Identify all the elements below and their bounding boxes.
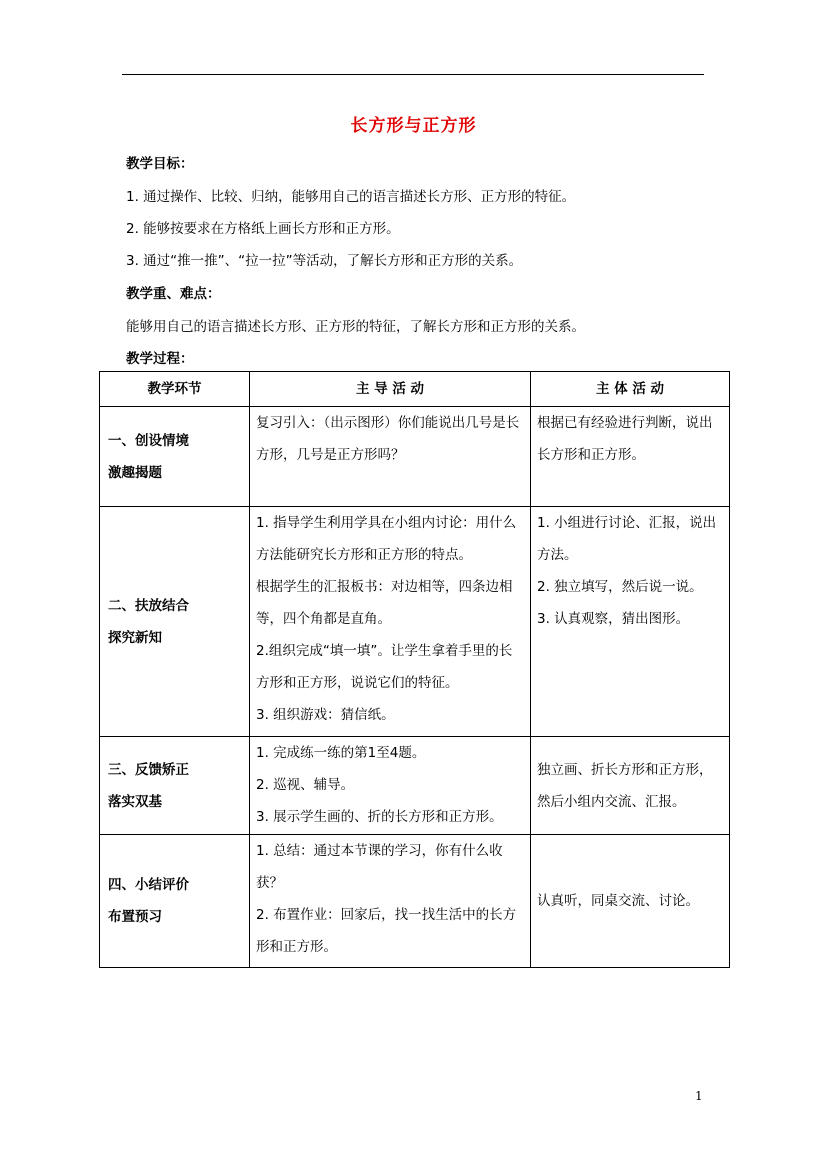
stage-line: 三、反馈矫正 [108,761,189,778]
page-number: 1 [695,1089,703,1103]
stage-line: 激趣揭题 [108,464,162,481]
lead-activity-text: 根据学生的汇报板书：对边相等，四条边相等，四个角都是直角。 [256,579,513,627]
stage-cell [100,507,250,737]
student-activity-text: 独立画、折长方形和正方形，然后小组内交流、汇报。 [537,761,713,810]
objective-item: 2. 能够按要求在方格纸上画长方形和正方形。 [126,221,400,237]
student-activity-cell [531,407,730,507]
column-header: 主 导 活 动 [250,372,531,407]
lead-activity-cell [250,737,531,835]
student-activity-text: 根据已有经验进行判断，说出长方形和正方形。 [537,415,713,463]
stage-line: 一、创设情境 [108,432,189,449]
lead-activity-text: 3. 组织游戏：猜信纸。 [256,707,395,723]
table-row [100,737,730,835]
lead-activity-text: 2. 巡视、辅导。 [256,777,355,793]
lead-activity-cell [250,835,531,968]
objective-item: 1. 通过操作、比较、归纳，能够用自己的语言描述长方形、正方形的特征。 [126,189,576,205]
lead-activity-cell [250,507,531,737]
student-activity-cell [531,835,730,968]
student-activity-text: 3. 认真观察，猜出图形。 [537,611,690,627]
lead-activity-text: 1. 指导学生利用学具在小组内讨论：用什么方法能研究长方形和正方形的特点。 [256,515,517,563]
stage-line: 探究新知 [108,629,162,646]
stage-cell [100,835,250,968]
student-activity-text: 1. 小组进行讨论、汇报，说出方法。 [537,515,717,563]
student-activity-cell [531,507,730,737]
stage-cell [100,737,250,835]
student-activity-text: 2. 独立填写，然后说一说。 [537,579,703,595]
key-points-text: 能够用自己的语言描述长方形、正方形的特征，了解长方形和正方形的关系。 [126,319,585,335]
table-row [100,835,730,968]
lead-activity-text: 2.组织完成“填一填”。让学生拿着手里的长方形和正方形，说说它们的特征。 [256,643,513,691]
column-header: 教学环节 [100,372,250,407]
stage-line: 布置预习 [108,909,162,925]
lead-activity-text: 1. 完成练一练的第1至4题。 [256,745,426,761]
process-heading: 教学过程： [126,351,194,367]
column-header: 主 体 活 动 [531,372,730,407]
lead-activity-text: 复习引入：（出示图形）你们能说出几号是长方形，几号是正方形吗？ [256,415,520,463]
table-header-row [100,372,730,407]
table-row [100,407,730,507]
student-activity-text: 认真听，同桌交流、讨论。 [537,893,699,909]
stage-line: 二、扶放结合 [108,597,189,614]
student-activity-cell [531,737,730,835]
document-title: 长方形与正方形 [350,116,477,136]
header-rule [122,74,704,75]
lesson-process-table [99,371,730,968]
lead-activity-cell [250,407,531,507]
key-points-heading: 教学重、难点： [126,286,221,302]
stage-line: 落实双基 [108,793,162,810]
lead-activity-text: 2. 布置作业：回家后，找一找生活中的长方形和正方形。 [256,907,517,955]
lead-activity-text: 3. 展示学生画的、折的长方形和正方形。 [256,809,503,825]
stage-cell [100,407,250,507]
lead-activity-text: 1. 总结：通过本节课的学习，你有什么收获？ [256,843,503,891]
table-row [100,507,730,737]
objective-item: 3. 通过“推一推”、“拉一拉”等活动，了解长方形和正方形的关系。 [126,253,523,269]
stage-line: 四、小结评价 [108,877,189,893]
objectives-heading: 教学目标： [126,156,194,172]
